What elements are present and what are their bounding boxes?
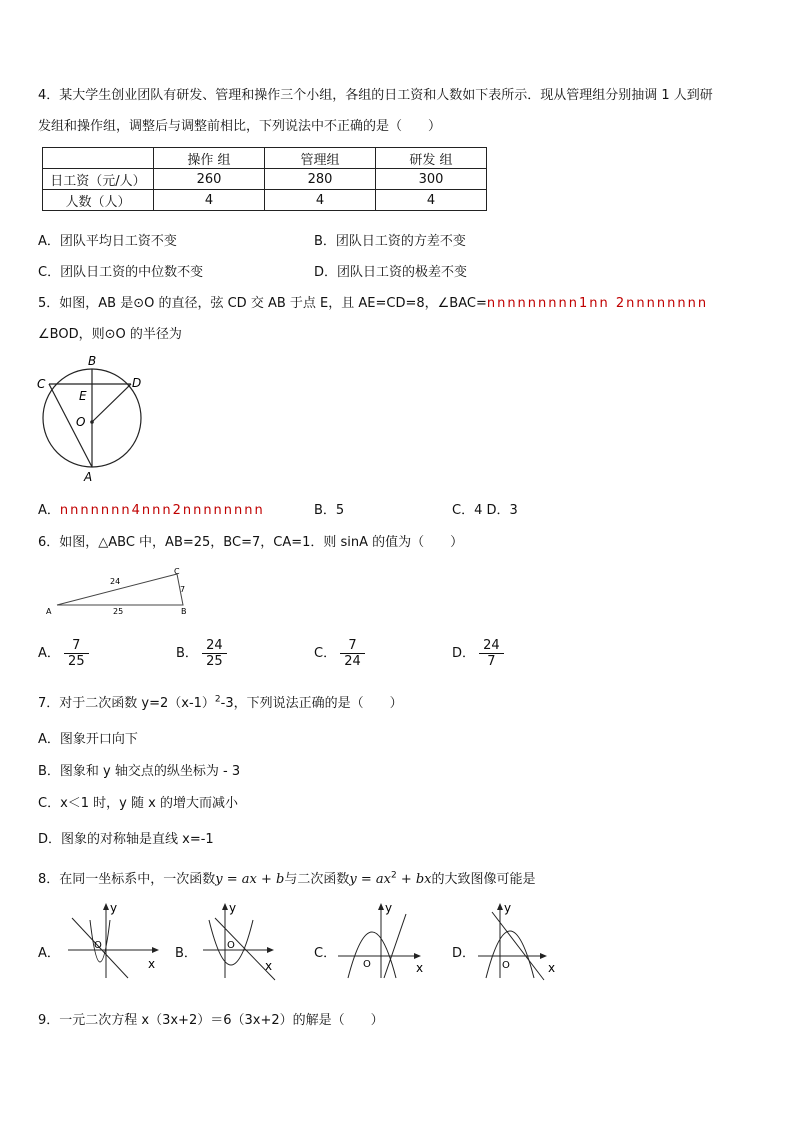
q7-option-a: A．图象开口向下 [38,732,138,747]
denominator: 25 [206,654,223,669]
q7-stem [38,692,403,711]
label-e: E [79,389,87,403]
label-b: B [181,607,187,616]
fraction [340,638,365,669]
table-cell: 日工资（元/人） [43,169,154,190]
segment-od [92,384,131,422]
q7-option-d: D．图象的对称轴是直线 x=-1 [38,832,214,847]
table-cell: 280 [265,169,376,190]
table-cell [43,148,154,169]
y-label: y [504,901,512,915]
q9-stem: 9．一元二次方程 x（3x+2）＝6（3x+2）的解是（ ） [38,1013,384,1028]
y-label: y [385,901,393,915]
q8-quadratic-b: + bx [396,872,432,887]
table-cell: 操作 组 [154,148,265,169]
label-bc: 7 [180,585,186,594]
y-label: y [229,901,237,915]
label-b: B [88,354,97,368]
q5-circle-figure [30,350,140,485]
option-label: D． [452,646,476,661]
q8-stem-a: 8．在同一坐标系中，一次函数 [38,872,216,887]
q5-option-cd: C．4 D．3 [452,503,518,518]
label-a: A [46,607,52,616]
table-row [43,190,487,211]
q6-triangle-figure [40,565,200,620]
fraction [64,638,89,669]
q8-quadratic-a: y = ax [349,872,391,887]
q8-stem [38,868,536,887]
origin-label: O [363,959,371,970]
q4-stem-line1: 4．某大学生创业团队有研发、管理和操作三个小组，各组的日工资和人数如下表所示．现从管理组分别抽调 1 人到研 [38,88,713,103]
x-label: x [265,959,273,973]
q5-option-b: B．5 [314,503,345,518]
q7-option-c: C．x＜1 时，y 随 x 的增大而减小 [38,796,238,811]
table-cell: 4 [265,190,376,211]
q7-option-b: B．图象和 y 轴交点的纵坐标为 - 3 [38,764,241,779]
parabola [486,931,534,978]
y-arrow-icon [222,903,228,910]
label-d: D [132,376,142,390]
table-cell: 研发 组 [376,148,487,169]
x-arrow-icon [152,947,159,953]
origin-label: O [502,960,510,971]
table-cell: 4 [376,190,487,211]
q6-option-b [176,638,227,669]
q8-graph-b [197,898,301,980]
q6-stem: 6．如图，△ABC 中，AB=25，BC=7，CA=1．则 sinA 的值为（ ） [38,535,464,550]
q5-stem-line1 [38,292,708,311]
table-cell: 300 [376,169,487,190]
q8-option-b-label: B． [175,946,197,961]
q8-option-a-label: A． [38,946,60,961]
q5-stem-line2: ∠BOD，则⊙O 的半径为 [38,327,182,342]
x-label: x [148,957,156,971]
q4-option-d: D．团队日工资的极差不变 [314,265,468,280]
x-arrow-icon [414,953,421,959]
q8-graph-c [336,898,440,980]
q7-exponent: 2 [214,694,221,705]
y-label: y [110,901,118,915]
label-ca: 24 [110,577,121,586]
label-ab: 25 [113,607,124,616]
y-arrow-icon [103,903,109,910]
x-label: x [548,961,556,975]
table-row [43,169,487,190]
fraction [202,638,227,669]
q4-option-b: B．团队日工资的方差不变 [314,234,466,249]
salary-table [42,147,487,211]
parabola [348,932,396,978]
q4-option-c: C．团队日工资的中位数不变 [38,265,204,280]
x-label: x [416,961,424,975]
option-label: B． [176,646,198,661]
denominator: 24 [344,654,361,669]
label-a: A [84,470,93,484]
origin-label: O [227,940,235,951]
q8-option-d-label: D． [452,946,476,961]
denominator: 25 [68,654,85,669]
numerator: 24 [202,638,227,654]
table-cell: 管理组 [265,148,376,169]
q8-stem-b: 与二次函数 [284,872,350,887]
q8-graph-d [474,898,578,980]
y-arrow-icon [378,903,384,910]
q8-stem-c: 的大致图像可能是 [431,872,536,887]
q4-option-a: A．团队平均日工资不变 [38,234,177,249]
fraction [479,638,504,669]
q8-quadratic-exp: 2 [390,870,397,881]
denominator: 7 [487,654,496,669]
x-arrow-icon [540,953,547,959]
label-c: C [37,377,46,391]
x-arrow-icon [267,947,274,953]
table-header-row [43,148,487,169]
q5-option-a [38,499,265,518]
label-c: C [174,567,180,576]
q6-option-c [314,638,365,669]
q7-stem-b: -3，下列说法正确的是（ ） [220,696,403,711]
q8-option-c-label: C． [314,946,337,961]
table-cell: 人数（人） [43,190,154,211]
option-label: C． [314,646,337,661]
q8-graph-a [62,898,166,980]
q5-stem-text: 5．如图，AB 是⊙O 的直径，弦 CD 交 AB 于点 E，且 AE=CD=8，∠BAC= [38,296,487,311]
q6-option-a [38,638,89,669]
q8-linear-function: y = ax + b [215,872,285,887]
table-cell: 260 [154,169,265,190]
line [384,914,406,978]
y-arrow-icon [497,903,503,910]
option-label: A． [38,646,60,661]
q5-option-a-garbled: nnnnnnn4nnn2nnnnnnnn [59,503,265,518]
label-o: O [76,415,86,429]
numerator: 7 [340,638,365,654]
q6-option-d [452,638,504,669]
table-cell: 4 [154,190,265,211]
q7-stem-a: 7．对于二次函数 y=2（x-1） [38,696,215,711]
center-point [90,420,94,424]
numerator: 7 [64,638,89,654]
q5-option-a-label: A． [38,503,60,518]
q5-garbled-text: nnnnnnnnn1nn 2nnnnnnnn [486,296,709,311]
q4-stem-line2: 发组和操作组，调整后与调整前相比，下列说法中不正确的是（ ） [38,119,442,134]
origin-label: O [94,940,102,951]
numerator: 24 [479,638,504,654]
